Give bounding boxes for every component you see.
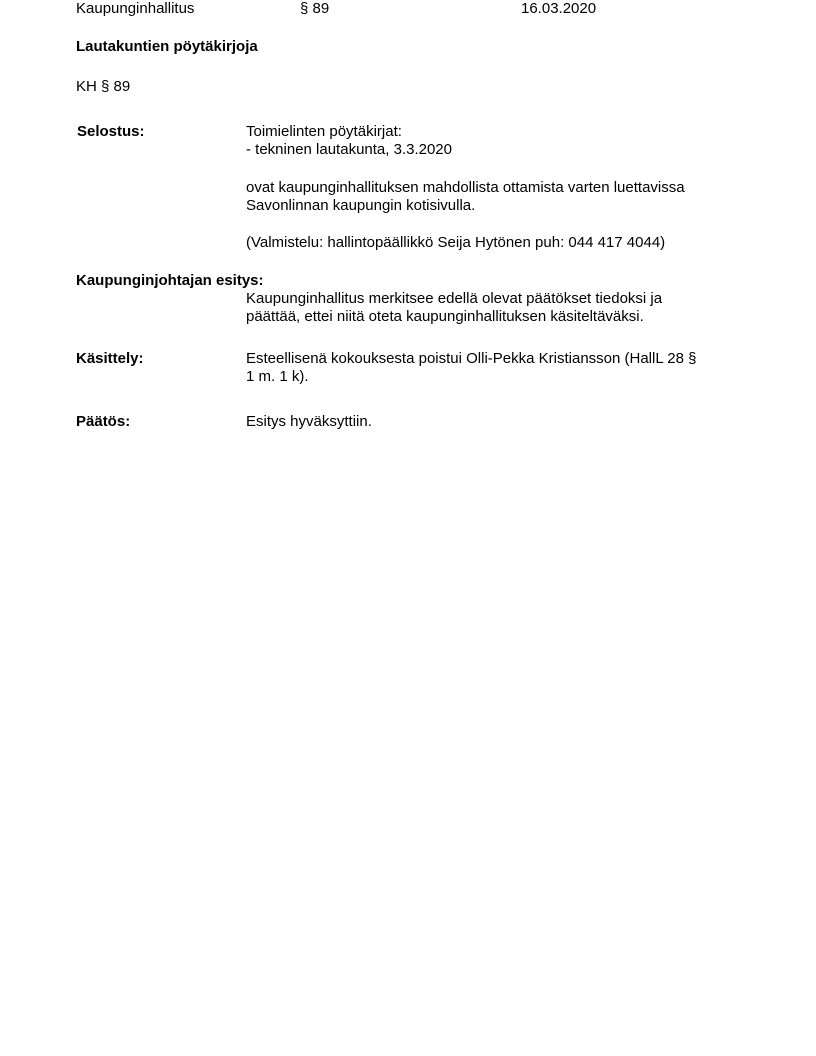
selostus-paragraph-line: ovat kaupunginhallituksen mahdollista ottamista varten luettavissa xyxy=(246,179,685,196)
paatos-label: Päätös: xyxy=(76,413,131,430)
selostus-line: - tekninen lautakunta, 3.3.2020 xyxy=(246,141,452,158)
header-date: 16.03.2020 xyxy=(521,0,597,17)
selostus-paragraph xyxy=(246,179,746,215)
esitys-label: Kaupunginjohtajan esitys: xyxy=(76,272,264,289)
selostus-preparer xyxy=(246,234,746,252)
selostus-label: Selostus: xyxy=(77,123,145,140)
paatos-content xyxy=(246,413,746,431)
kasittely-line: 1 m. 1 k). xyxy=(246,368,309,385)
preparer-text: (Valmistelu: hallintopäällikkö Seija Hytönen puh: 044 417 4044) xyxy=(246,234,666,251)
selostus-line: Toimielinten pöytäkirjat: xyxy=(246,123,402,140)
kasittely-label: Käsittely: xyxy=(76,350,144,367)
kasittely-line: Esteellisenä kokouksesta poistui Olli-Pekka Kristiansson (HallL 28 § xyxy=(246,350,697,367)
esitys-line: päättää, ettei niitä oteta kaupunginhallituksen käsiteltäväksi. xyxy=(246,308,644,325)
header-section: § 89 xyxy=(300,0,330,17)
esitys-content xyxy=(246,290,746,326)
section-reference: KH § 89 xyxy=(76,78,131,95)
kasittely-content xyxy=(246,350,746,386)
esitys-line: Kaupunginhallitus merkitsee edellä olevat päätökset tiedoksi ja xyxy=(246,290,663,307)
header-body: Kaupunginhallitus xyxy=(76,0,195,17)
paatos-text: Esitys hyväksyttiin. xyxy=(246,413,372,430)
selostus-content xyxy=(246,123,746,159)
selostus-paragraph-line: Savonlinnan kaupungin kotisivulla. xyxy=(246,197,476,214)
document-title: Lautakuntien pöytäkirjoja xyxy=(76,38,258,55)
